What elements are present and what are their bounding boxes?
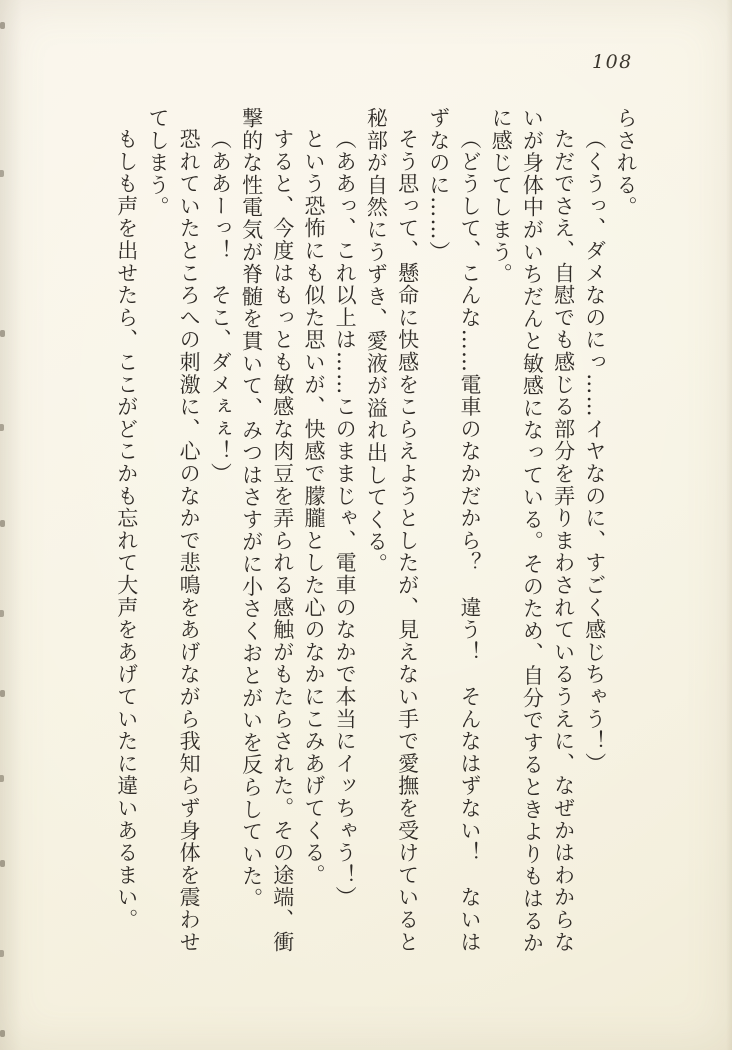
paragraph: そう思って、懸命に快感をこらえようとしたが、見えない手で愛撫を受けていると秘部が自然にうずき、愛液が溢れ出してくる。 bbox=[364, 107, 420, 954]
paragraph: らされる。 bbox=[614, 107, 638, 219]
paragraph: 恐れていたところへの刺激に、心のなかで悲鳴をあげながら我知らず身体を震わせてしまう。 bbox=[145, 107, 202, 954]
paragraph: ただでさえ、自慰でも感じる部分を弄りまわされているうえに、なぜかはわからないが身体中がいちだんと敏感になっている。そのため、自分でするときよりもはるかに感じてしまう。 bbox=[489, 107, 576, 955]
paragraph: という恐怖にも似た思いが、快感で朦朧とした心のなかにこみあげてくる。 bbox=[301, 128, 326, 887]
body-text bbox=[111, 107, 641, 963]
paragraph: もしも声を出せたら、ここがどこかも忘れて大声をあげていたに違いあるまい。 bbox=[114, 128, 139, 931]
paragraph: （くうっ、ダメなのにっ……イヤなのに、すごく感じちゃう！） bbox=[582, 128, 607, 775]
paragraph: すると、今度はもっとも敏感な肉豆を弄られる感触がもたらされた。その途端、衝撃的な性電気が脊髄を貫いて、みつはさすがに小さくおとがいを反らしていた。 bbox=[239, 107, 295, 954]
page-edge-shading bbox=[726, 0, 732, 1050]
page-number: 108 bbox=[592, 51, 633, 73]
paragraph: （どうして、こんな……電車のなかだから？ 違う！ そんなはずない！ ないはずなのに……） bbox=[426, 107, 482, 954]
binding-marks bbox=[0, 22, 5, 29]
paragraph: （ああっ、これ以上は……このままじゃ、電車のなかで本当にイッちゃう！） bbox=[333, 128, 358, 909]
paragraph: （ああーっ！ そこ、ダメぇぇ！） bbox=[208, 128, 233, 485]
